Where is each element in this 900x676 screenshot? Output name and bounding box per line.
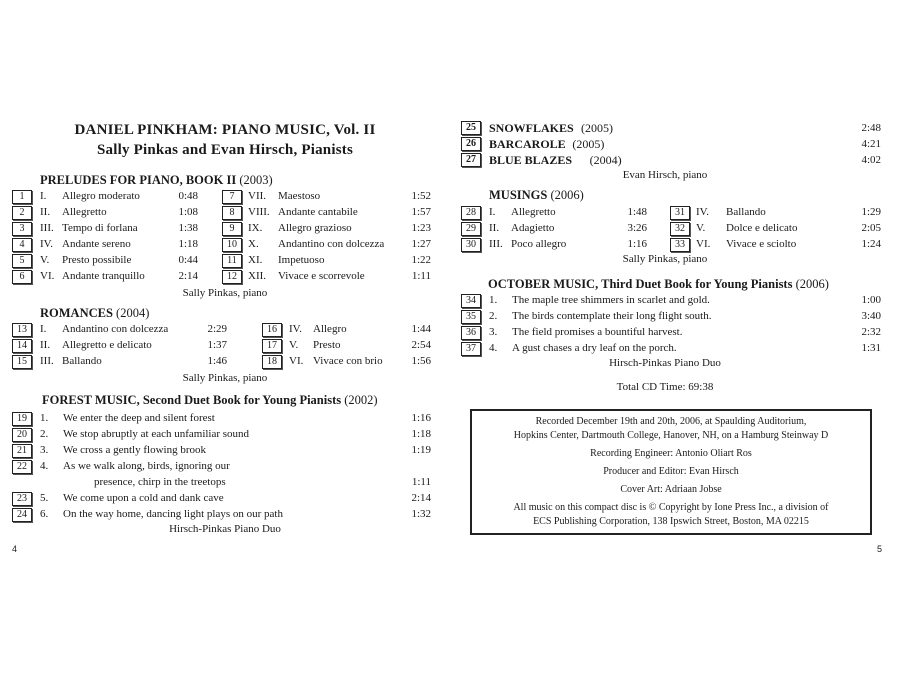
track-duration: 3:26	[627, 222, 647, 234]
movement-number: 3.	[40, 444, 49, 456]
track-row	[12, 427, 431, 442]
track-row	[12, 459, 431, 474]
movement-name: Ballando	[726, 206, 766, 218]
track-number-box: 26	[461, 137, 481, 151]
track-row	[222, 269, 431, 284]
singles-credit: Evan Hirsch, piano	[622, 169, 708, 181]
track-row	[670, 205, 881, 220]
album-subtitle: Sally Pinkas and Evan Hirsch, Pianists	[96, 142, 353, 158]
recorded-line-1: Recorded December 19th and 20th, 2006, at Spaulding Auditorium,	[535, 416, 807, 427]
musings-credit: Sally Pinkas, piano	[622, 253, 708, 265]
movement-number: 2.	[40, 428, 49, 440]
movement-number: III.	[40, 355, 54, 367]
track-row	[461, 221, 647, 236]
track-number-box: 22	[12, 460, 32, 474]
track-duration: 2:14	[178, 270, 198, 282]
track-duration: 4:21	[861, 138, 881, 150]
track-number-box: 21	[12, 444, 32, 458]
movement-name: Presto possibile	[62, 254, 132, 266]
movement-number: X.	[248, 238, 259, 250]
track-row	[461, 136, 881, 152]
track-row	[12, 507, 431, 522]
track-row	[461, 152, 881, 168]
track-number-box: 17	[262, 339, 282, 353]
track-row	[12, 491, 431, 506]
movement-number: III.	[489, 238, 503, 250]
track-row	[461, 309, 881, 324]
track-duration: 1:16	[411, 412, 431, 424]
movement-number: IV.	[289, 323, 302, 335]
forest-year: (2002)	[344, 393, 378, 407]
movement-name: Presto	[313, 339, 341, 351]
movement-name: Allegro grazioso	[278, 222, 352, 234]
movement-name: Andantino con dolcezza	[62, 323, 169, 335]
movement-number: I.	[489, 206, 496, 218]
track-duration: 1:18	[411, 428, 431, 440]
track-duration: 0:48	[178, 190, 198, 202]
track-row	[222, 221, 431, 236]
romances-title: ROMANCES	[40, 306, 113, 320]
track-row	[461, 325, 881, 340]
movement-number: VI.	[696, 238, 711, 250]
page-number-right: 5	[877, 544, 883, 554]
movement-name: Ballando	[62, 355, 102, 367]
movement-name: Allegro moderato	[62, 190, 140, 202]
movement-name: Allegretto e delicato	[62, 339, 152, 351]
track-duration: 3:40	[861, 310, 881, 322]
track-number-box: 14	[12, 339, 32, 353]
cover-art: Cover Art: Adriaan Jobse	[620, 484, 722, 495]
track-duration: 1:23	[411, 222, 431, 234]
track-row	[461, 341, 881, 356]
track-number-box: 37	[461, 342, 481, 356]
piece-name: SNOWFLAKES	[489, 121, 574, 135]
total-cd-time: Total CD Time: 69:38	[616, 381, 714, 393]
track-number-box: 10	[222, 238, 242, 252]
movement-name: Vivace e sciolto	[726, 238, 797, 250]
track-duration: 1:32	[411, 508, 431, 520]
movement-number: I.	[40, 323, 47, 335]
movement-number: IV.	[40, 238, 53, 250]
movement-name: The birds contemplate their long flight south.	[512, 310, 712, 322]
movement-number: VII.	[248, 190, 267, 202]
movement-name: Allegretto	[62, 206, 107, 218]
piece-year: (2004)	[589, 153, 622, 167]
movement-number: II.	[40, 339, 51, 351]
preludes-title: PRELUDES FOR PIANO, BOOK II	[40, 173, 237, 187]
track-duration: 2:14	[411, 492, 431, 504]
track-number-box: 16	[262, 323, 282, 337]
musings-title: MUSINGS	[489, 188, 548, 202]
piece-name: BARCAROLE	[489, 137, 566, 151]
movement-number: VIII.	[248, 206, 270, 218]
track-number-box: 36	[461, 326, 481, 340]
movement-name: We enter the deep and silent forest	[63, 412, 215, 424]
track-row	[12, 338, 227, 353]
track-number-box: 4	[12, 238, 32, 252]
track-duration: 1:52	[411, 190, 431, 202]
track-number-box: 31	[670, 206, 690, 220]
track-row	[670, 237, 881, 252]
track-duration: 1:44	[411, 323, 431, 335]
track-duration: 1:11	[411, 476, 431, 488]
copyright-line-2: ECS Publishing Corporation, 138 Ipswich Street, Boston, MA 02215	[533, 516, 809, 527]
recording-engineer: Recording Engineer: Antonio Oliart Ros	[590, 448, 752, 459]
track-row	[12, 354, 227, 369]
track-number-box: 1	[12, 190, 32, 204]
track-number-box: 7	[222, 190, 242, 204]
track-number-box: 12	[222, 270, 242, 284]
track-row	[222, 189, 431, 204]
movement-name: Andantino con dolcezza	[278, 238, 385, 250]
movement-name: As we walk along, birds, ignoring our	[63, 460, 230, 472]
piece-year: (2005)	[581, 121, 613, 135]
movement-number: IV.	[696, 206, 709, 218]
track-row	[262, 354, 431, 369]
track-duration: 1:57	[411, 206, 431, 218]
track-duration: 1:08	[178, 206, 198, 218]
movement-name: Andante cantabile	[278, 206, 358, 218]
october-year: (2006)	[795, 277, 829, 291]
track-row	[222, 205, 431, 220]
track-duration: 1:31	[861, 342, 881, 354]
track-row	[12, 237, 198, 252]
track-row	[12, 189, 198, 204]
track-number-box: 9	[222, 222, 242, 236]
preludes-credit: Sally Pinkas, piano	[182, 287, 268, 299]
recording-info-box	[470, 409, 872, 535]
movement-number: V.	[289, 339, 299, 351]
movement-name: Adagietto	[511, 222, 555, 234]
track-row	[12, 205, 198, 220]
track-number-box: 23	[12, 492, 32, 506]
track-row	[461, 205, 647, 220]
track-number-box: 20	[12, 428, 32, 442]
track-row	[12, 253, 198, 268]
track-duration: 2:54	[411, 339, 431, 351]
track-number-box: 27	[461, 153, 481, 167]
track-duration: 1:48	[627, 206, 647, 218]
page-number-left: 4	[12, 544, 18, 554]
track-duration: 1:16	[627, 238, 647, 250]
musings-heading	[489, 188, 584, 203]
piece-year: (2005)	[572, 137, 605, 151]
track-duration: 1:38	[178, 222, 198, 234]
movement-name-continuation: presence, chirp in the treetops	[94, 476, 226, 488]
movement-name: Andante tranquillo	[62, 270, 145, 282]
movement-name: We cross a gently flowing brook	[63, 444, 206, 456]
album-title: DANIEL PINKHAM: PIANO MUSIC, Vol. II	[74, 122, 376, 138]
track-duration: 1:19	[411, 444, 431, 456]
movement-number: II.	[40, 206, 51, 218]
track-number-box: 5	[12, 254, 32, 268]
track-number-box: 25	[461, 121, 481, 135]
track-number-box: 11	[222, 254, 242, 268]
movement-number: V.	[696, 222, 706, 234]
track-row	[222, 237, 431, 252]
track-number-box: 33	[670, 238, 690, 252]
track-duration: 1:22	[411, 254, 431, 266]
october-credit: Hirsch-Pinkas Piano Duo	[609, 357, 721, 369]
recorded-line-2: Hopkins Center, Dartmouth College, Hanover, NH, on a Hamburg Steinway D	[513, 430, 829, 441]
movement-number: IX.	[248, 222, 263, 234]
movement-number: 5.	[40, 492, 49, 504]
movement-name: We stop abruptly at each unfamiliar sound	[63, 428, 250, 440]
track-duration: 1:37	[207, 339, 227, 351]
track-row	[12, 443, 431, 458]
preludes-year: (2003)	[239, 173, 273, 187]
musings-year: (2006)	[550, 188, 584, 202]
movement-number: XII.	[248, 270, 267, 282]
track-number-box: 34	[461, 294, 481, 308]
movement-name: Allegro	[313, 323, 347, 335]
romances-heading	[40, 306, 149, 321]
movement-name: The maple tree shimmers in scarlet and gold.	[512, 294, 710, 306]
track-row	[12, 221, 198, 236]
track-row	[670, 221, 881, 236]
track-number-box: 15	[12, 355, 32, 369]
movement-name: The field promises a bountiful harvest.	[512, 326, 683, 338]
track-number-box: 3	[12, 222, 32, 236]
track-row-continuation	[12, 475, 431, 490]
forest-credit: Hirsch-Pinkas Piano Duo	[169, 523, 281, 535]
piece-name: BLUE BLAZES	[489, 153, 573, 167]
track-number-box: 13	[12, 323, 32, 337]
track-number-box: 29	[461, 222, 481, 236]
track-number-box: 30	[461, 238, 481, 252]
track-duration: 4:02	[861, 154, 881, 166]
track-duration: 1:29	[861, 206, 881, 218]
preludes-heading	[40, 173, 273, 188]
movement-name: A gust chases a dry leaf on the porch.	[512, 342, 677, 354]
track-row	[12, 322, 227, 337]
movement-number: VI.	[40, 270, 55, 282]
movement-number: III.	[40, 222, 54, 234]
track-row	[12, 269, 198, 284]
movement-number: II.	[489, 222, 500, 234]
movement-name: Andante sereno	[62, 238, 131, 250]
track-duration: 1:00	[861, 294, 881, 306]
movement-name: Maestoso	[278, 190, 321, 202]
movement-name: On the way home, dancing light plays on our path	[63, 508, 283, 520]
movement-name: Tempo di forlana	[62, 222, 138, 234]
track-duration: 0:44	[178, 254, 198, 266]
track-duration: 1:24	[861, 238, 881, 250]
track-row	[461, 237, 647, 252]
movement-number: 4.	[489, 342, 498, 354]
october-heading	[488, 277, 829, 292]
movement-name: Impetuoso	[278, 254, 325, 266]
movement-name: Allegretto	[511, 206, 556, 218]
track-duration: 2:29	[207, 323, 227, 335]
movement-number: 6.	[40, 508, 49, 520]
track-row	[222, 253, 431, 268]
movement-number: 3.	[489, 326, 498, 338]
forest-heading	[42, 393, 378, 408]
producer-editor: Producer and Editor: Evan Hirsch	[603, 466, 739, 477]
track-duration: 1:27	[411, 238, 431, 250]
movement-number: 2.	[489, 310, 498, 322]
movement-number: 1.	[40, 412, 49, 424]
movement-number: VI.	[289, 355, 304, 367]
copyright-line-1: All music on this compact disc is © Copyright by Ione Press Inc., a division of	[513, 502, 829, 513]
movement-name: Vivace e scorrevole	[278, 270, 365, 282]
track-row	[461, 293, 881, 308]
track-duration: 2:05	[861, 222, 881, 234]
track-duration: 1:56	[411, 355, 431, 367]
track-number-box: 6	[12, 270, 32, 284]
movement-name: We come upon a cold and dank cave	[63, 492, 224, 504]
movement-name: Poco allegro	[511, 238, 567, 250]
forest-title: FOREST MUSIC, Second Duet Book for Young Pianists	[42, 393, 342, 407]
october-title: OCTOBER MUSIC, Third Duet Book for Young Pianists	[488, 277, 793, 291]
track-row	[461, 120, 881, 136]
movement-name: Dolce e delicato	[726, 222, 798, 234]
track-number-box: 24	[12, 508, 32, 522]
movement-number: XI.	[248, 254, 263, 266]
track-number-box: 18	[262, 355, 282, 369]
movement-number: 1.	[489, 294, 498, 306]
track-number-box: 32	[670, 222, 690, 236]
movement-name: Vivace con brio	[313, 355, 383, 367]
romances-year: (2004)	[116, 306, 150, 320]
movement-number: 4.	[40, 460, 49, 472]
track-row	[262, 322, 431, 337]
track-row	[262, 338, 431, 353]
track-duration: 1:18	[178, 238, 198, 250]
track-duration: 1:11	[411, 270, 431, 282]
movement-number: V.	[40, 254, 50, 266]
romances-credit: Sally Pinkas, piano	[182, 372, 268, 384]
track-duration: 1:46	[207, 355, 227, 367]
track-row	[12, 411, 431, 426]
track-duration: 2:48	[861, 122, 881, 134]
track-number-box: 19	[12, 412, 32, 426]
track-number-box: 8	[222, 206, 242, 220]
track-number-box: 28	[461, 206, 481, 220]
movement-number: I.	[40, 190, 47, 202]
track-number-box: 2	[12, 206, 32, 220]
track-number-box: 35	[461, 310, 481, 324]
track-duration: 2:32	[861, 326, 881, 338]
